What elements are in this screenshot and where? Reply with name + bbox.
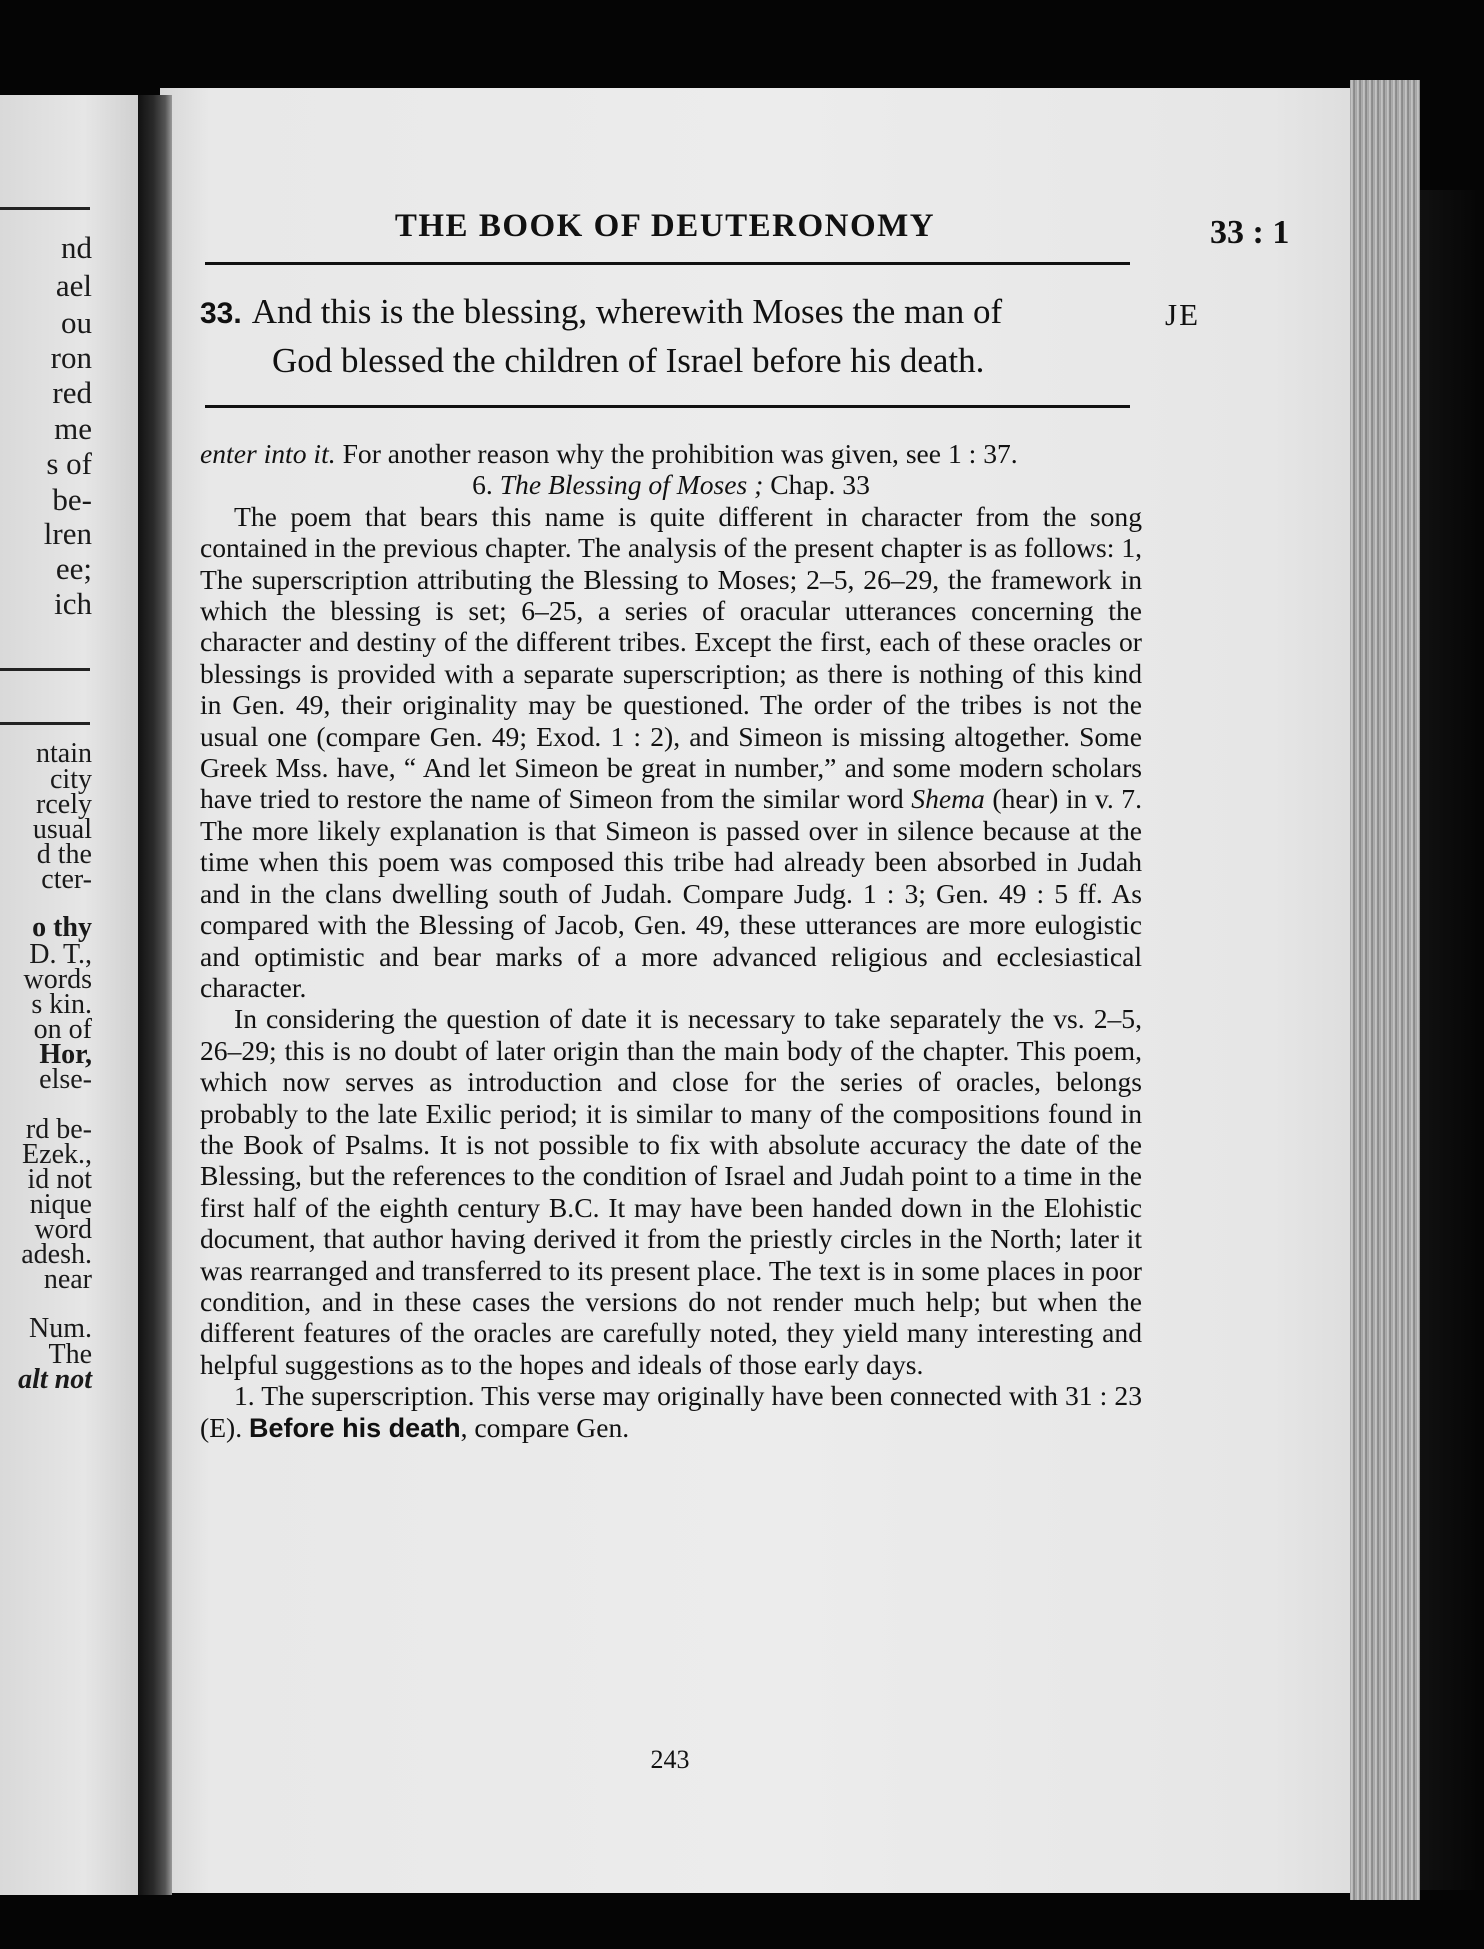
left-fragment: nd — [61, 230, 92, 265]
commentary-paragraph — [200, 501, 1142, 1004]
left-fragment: words — [23, 964, 92, 995]
left-fragment: ron — [50, 340, 92, 375]
left-page-rule — [0, 722, 90, 725]
chapter-verse-reference: 33 : 1 — [1210, 214, 1290, 251]
book-gutter — [138, 95, 172, 1895]
left-fragment: be- — [52, 482, 92, 517]
left-fragment: rcely — [36, 789, 92, 820]
right-dark-strip — [1420, 190, 1484, 1890]
left-fragment: The — [48, 1339, 92, 1370]
left-fragment: Ezek., — [22, 1139, 92, 1170]
left-fragment: ee; — [55, 551, 92, 586]
left-fragment: near — [43, 1264, 92, 1295]
left-fragment: s of — [46, 446, 92, 481]
source-tag: JE — [1165, 297, 1200, 332]
left-fragment: city — [50, 764, 92, 795]
bold-lemma: Before his death — [249, 1412, 461, 1443]
left-fragment: ou — [61, 305, 92, 340]
section-number: 6. — [472, 469, 493, 501]
left-page-text — [0, 0, 118, 1949]
commentary-text: , compare Gen. — [460, 1411, 630, 1443]
left-fragment: o thy — [32, 912, 92, 943]
verse-line-2: God blessed the children of Israel before his death. — [272, 341, 985, 380]
left-fragment: lren — [43, 516, 92, 551]
left-fragment: alt not — [18, 1364, 92, 1395]
italic-phrase: enter into it. — [200, 438, 336, 469]
left-fragment: cter- — [41, 864, 92, 895]
left-fragment: me — [54, 411, 92, 446]
left-fragment: Hor, — [39, 1039, 92, 1070]
left-fragment: on of — [33, 1014, 92, 1045]
verse-rule — [205, 405, 1130, 408]
left-fragment: adesh. — [21, 1239, 92, 1270]
commentary-text: The poem that bears this name is quite different in character from the song contained in the previous chapter. The analysis of the present chapter is as follows: 1, The superscription attributing the Blessing to Moses; 2–5, 26–29, the framework in which the blessing is set; 6–25, a series of oracular utterances concerning the character and destiny of the different tribes. Except the first, each of these oracles or blessings is provided with a separate superscription; as there is nothing of this kind in Gen. 49, their originality may be questioned. The order of the tribes is not the usual one (compare Gen. 49; Exod. 1 : 2), and Simeon is missing altogether. Some Greek Mss. have, “ And let Simeon be great in number,” and some modern scholars have tried to restore the name of Simeon from the similar word — [200, 500, 1143, 815]
left-fragment: usual — [32, 814, 92, 845]
commentary-text: 1. The superscription. This verse may originally have been connected with 31 : 23 (E). — [200, 1380, 1142, 1443]
commentary-paragraph — [200, 1380, 1142, 1444]
left-fragment: d the — [36, 839, 92, 870]
verse-line-1: And this is the blessing, wherewith Moses the man of — [251, 292, 1003, 331]
page-number: 243 — [650, 1745, 690, 1774]
left-page-rule — [0, 668, 90, 671]
left-fragment: word — [34, 1214, 92, 1245]
header-rule — [205, 262, 1130, 265]
italic-word: Shema — [911, 783, 985, 815]
page-edge-stack — [1350, 80, 1420, 1900]
verse-number: 33. — [200, 297, 242, 330]
left-fragment: ael — [55, 268, 92, 303]
left-fragment: rd be- — [25, 1114, 92, 1145]
left-fragment: ich — [54, 586, 92, 621]
section-reference: Chap. 33 — [770, 469, 870, 501]
commentary-text: (hear) in v. 7. The more likely explanation is that Simeon is passed over in silence because at the time when this poem was composed this tribe had already been absorbed in Judah and in the clans dwelling south of Judah. Compare Judg. 1 : 3; Gen. 49 : 5 ff. As compared with the Blessing of Jacob, Gen. 49, these utterances are more eulogistic and optimistic and bear marks of a more advanced religious and ecclesiastical character. — [200, 783, 1142, 1003]
commentary — [200, 438, 1142, 1444]
section-title: The Blessing of Moses ; — [499, 469, 764, 501]
scripture-verse — [200, 288, 1140, 384]
left-fragment: nique — [29, 1189, 92, 1220]
left-fragment: ntain — [36, 738, 92, 769]
running-head: THE BOOK OF DEUTERONOMY — [394, 208, 936, 244]
left-page-rule — [0, 207, 90, 210]
left-fragment: else- — [39, 1064, 92, 1095]
section-heading — [200, 469, 1142, 500]
left-fragment: id not — [27, 1164, 92, 1195]
commentary-text: For another reason why the prohibition was given, see 1 : 37. — [342, 438, 1018, 469]
left-fragment: Num. — [29, 1313, 92, 1344]
commentary-paragraph — [200, 438, 1142, 469]
commentary-paragraph: In considering the question of date it is necessary to take separately the vs. 2–5, 26–29; this is no doubt of later origin than the main body of the chapter. This poem, which now serves as introduction and close for the series of oracles, belongs probably to the late Exilic period; it is similar to many of the compositions found in the Book of Psalms. It is not possible to fix with absolute accuracy the date of the Blessing, but the references to the condition of Israel and Judah point to a time in the first half of the eighth century B.C. It may have been handed down in the Elohistic document, that author having derived it from the priestly circles in the North; later it was rearranged and transferred to its present place. The text is in some places in poor condition, and in these cases the versions do not render much help; but when the different features of the oracles are carefully noted, they yield many interesting and helpful suggestions as to the hopes and ideals of those early days. — [200, 1003, 1142, 1380]
left-fragment: s kin. — [31, 989, 92, 1020]
left-fragment: D. T., — [29, 939, 92, 970]
left-fragment: red — [52, 375, 92, 410]
